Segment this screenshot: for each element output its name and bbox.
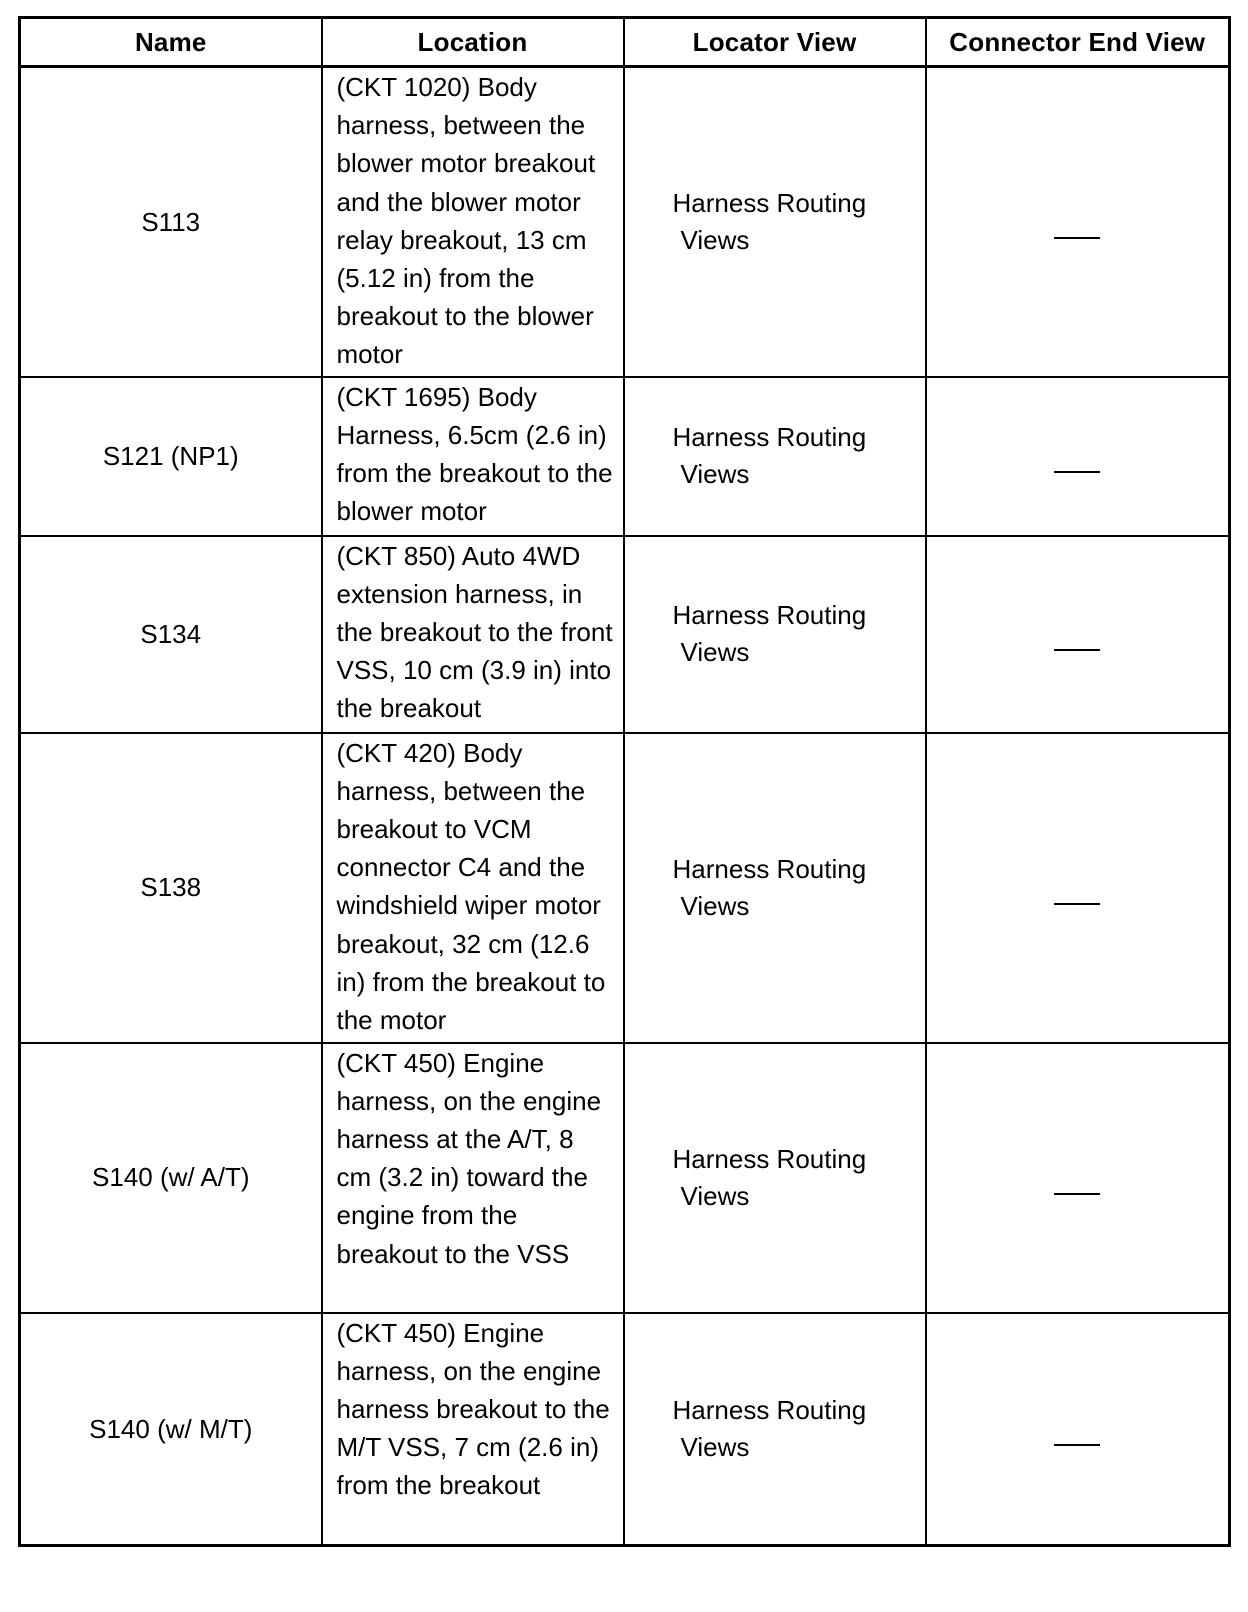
cell-locator-view [624, 377, 926, 536]
cell-name: S113 [20, 67, 322, 377]
cell-name: S138 [20, 733, 322, 1043]
locator-link-line1[interactable]: Harness Routing [672, 187, 867, 218]
header-row [20, 18, 1230, 67]
cell-location [322, 733, 624, 1043]
header-locator-view: Locator View [624, 18, 926, 67]
header-name: Name [20, 18, 322, 67]
table-row [20, 1043, 1230, 1313]
locator-link-line1[interactable]: Harness Routing [672, 600, 867, 630]
table-row [20, 733, 1230, 1043]
locator-link-line2[interactable]: Views [680, 224, 750, 255]
location-text: (CKT 420) Body harness, between the breakout to VCM connector C4 and the windshield wiper motor breakout, 32 cm (12.6 in) from the breakout to the motor [336, 737, 606, 1035]
splice-location-table [18, 16, 1231, 1547]
locator-link-line2[interactable]: Views [680, 1431, 750, 1462]
cell-name: S140 (w/ M/T) [20, 1313, 322, 1546]
cell-connector-end-view [926, 536, 1230, 733]
locator-link-line2[interactable]: Views [680, 1180, 750, 1211]
locator-link-line2[interactable]: Views [680, 637, 750, 667]
table-row [20, 536, 1230, 733]
cell-location [322, 377, 624, 536]
location-text: (CKT 1020) Body harness, between the blower motor breakout and the blower motor relay breakout, 13 cm (5.12 in) from the breakout to the blower motor [336, 72, 596, 370]
cell-connector-end-view [926, 733, 1230, 1043]
dash-mark [1054, 1193, 1100, 1195]
cell-name: S121 (NP1) [20, 377, 322, 536]
cell-locator-view [624, 733, 926, 1043]
cell-connector-end-view [926, 67, 1230, 377]
table-row [20, 377, 1230, 536]
cell-connector-end-view [926, 1313, 1230, 1546]
cell-connector-end-view [926, 377, 1230, 536]
cell-name: S140 (w/ A/T) [20, 1043, 322, 1313]
location-text: (CKT 850) Auto 4WD extension harness, in the breakout to the front VSS, 10 cm (3.9 in) into the breakout [336, 540, 613, 724]
table-body [20, 67, 1230, 1546]
cell-locator-view [624, 1313, 926, 1546]
location-text: (CKT 450) Engine harness, on the engine harness breakout to the M/T VSS, 7 cm (2.6 in) from the breakout [336, 1317, 610, 1501]
cell-location [322, 536, 624, 733]
locator-link-line1[interactable]: Harness Routing [672, 1143, 867, 1174]
location-text: (CKT 450) Engine harness, on the engine harness at the A/T, 8 cm (3.2 in) toward the engine from the breakout to the VSS [336, 1047, 602, 1269]
locator-link-line1[interactable]: Harness Routing [672, 422, 867, 452]
dash-mark [1054, 649, 1100, 651]
locator-link-line2[interactable]: Views [680, 890, 750, 921]
cell-location [322, 1043, 624, 1313]
table-row [20, 67, 1230, 377]
header-connector-end-view: Connector End View [926, 18, 1230, 67]
locator-link-line2[interactable]: Views [680, 459, 750, 489]
cell-locator-view [624, 1043, 926, 1313]
locator-link-line1[interactable]: Harness Routing [672, 853, 867, 884]
cell-name: S134 [20, 536, 322, 733]
table-header [20, 18, 1230, 67]
cell-locator-view [624, 536, 926, 733]
header-location: Location [322, 18, 624, 67]
cell-connector-end-view [926, 1043, 1230, 1313]
dash-mark [1054, 903, 1100, 905]
cell-location [322, 1313, 624, 1546]
dash-mark [1054, 471, 1100, 473]
cell-locator-view [624, 67, 926, 377]
dash-mark [1054, 1444, 1100, 1446]
dash-mark [1054, 237, 1100, 239]
table-row [20, 1313, 1230, 1546]
cell-location [322, 67, 624, 377]
location-text: (CKT 1695) Body Harness, 6.5cm (2.6 in) from the breakout to the blower motor [336, 381, 613, 527]
locator-link-line1[interactable]: Harness Routing [672, 1394, 867, 1425]
